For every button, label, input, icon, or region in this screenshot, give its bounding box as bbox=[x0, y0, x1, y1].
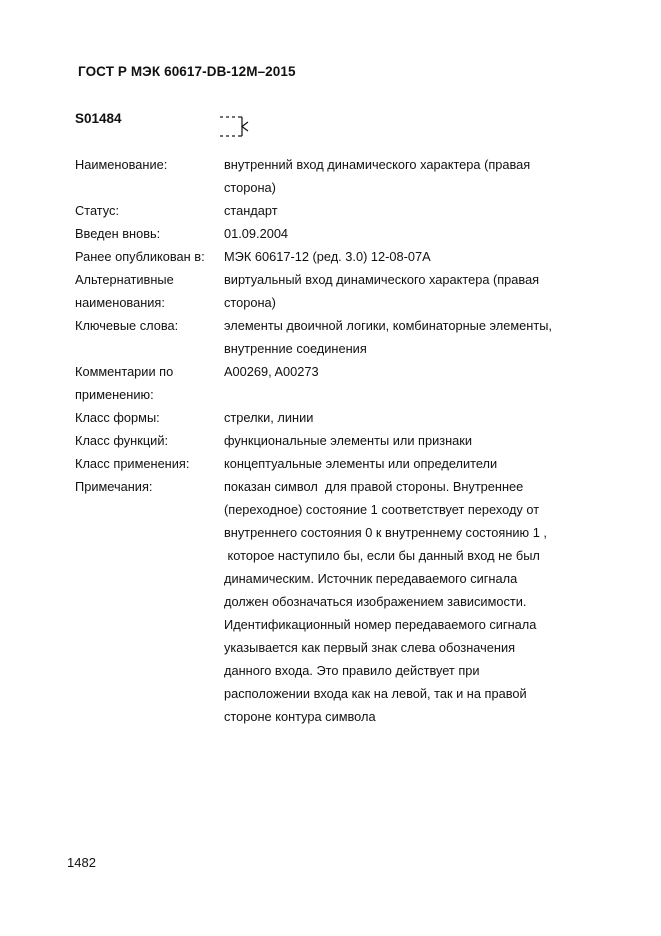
field-value bbox=[224, 245, 595, 268]
document-header: ГОСТ Р МЭК 60617-DB-12M–2015 bbox=[78, 64, 296, 79]
field-value-line: Идентификационный номер передаваемого сигнала bbox=[224, 617, 537, 632]
field-value bbox=[224, 199, 595, 222]
field-value-line: расположении входа как на левой, так и на правой bbox=[224, 686, 527, 701]
field-value-line: виртуальный вход динамического характера (правая bbox=[224, 272, 540, 287]
field-row bbox=[75, 222, 595, 245]
field-value-line: функциональные элементы или признаки bbox=[224, 433, 473, 448]
field-value bbox=[224, 268, 595, 314]
field-label-line: Класс функций: bbox=[75, 433, 169, 448]
field-label bbox=[75, 222, 224, 245]
field-value-line: сторона) bbox=[224, 180, 276, 195]
field-label-line: Ключевые слова: bbox=[75, 318, 179, 333]
field-value-line: стрелки, линии bbox=[224, 410, 314, 425]
field-list bbox=[75, 153, 595, 728]
field-value-line: стандарт bbox=[224, 203, 278, 218]
field-value-line: концептуальные элементы или определители bbox=[224, 456, 498, 471]
field-label bbox=[75, 360, 224, 406]
field-label bbox=[75, 429, 224, 452]
field-value-line: внутренний вход динамического характера (правая bbox=[224, 157, 531, 172]
field-label bbox=[75, 268, 224, 314]
field-label bbox=[75, 406, 224, 429]
field-value-line: указывается как первый знак слева обозначения bbox=[224, 640, 516, 655]
field-value bbox=[224, 452, 595, 475]
field-label bbox=[75, 153, 224, 199]
field-label bbox=[75, 314, 224, 360]
field-value-line: 01.09.2004 bbox=[224, 226, 289, 241]
field-row bbox=[75, 452, 595, 475]
field-row bbox=[75, 268, 595, 314]
field-value bbox=[224, 475, 595, 728]
field-value-line: показан символ для правой стороны. Внутреннее bbox=[224, 479, 524, 494]
field-label-line: Ранее опубликован в: bbox=[75, 249, 205, 264]
field-label bbox=[75, 452, 224, 475]
field-row bbox=[75, 199, 595, 222]
field-value bbox=[224, 360, 595, 406]
field-row bbox=[75, 475, 595, 728]
field-row bbox=[75, 245, 595, 268]
field-value bbox=[224, 429, 595, 452]
field-value-line: стороне контура символа bbox=[224, 709, 376, 724]
field-value-line: МЭК 60617-12 (ред. 3.0) 12-08-07A bbox=[224, 249, 431, 264]
field-value bbox=[224, 222, 595, 245]
field-row bbox=[75, 429, 595, 452]
field-value bbox=[224, 153, 595, 199]
field-label-line: Класс формы: bbox=[75, 410, 160, 425]
field-value-line: должен обозначаться изображением зависимости. bbox=[224, 594, 527, 609]
field-label-line: Введен вновь: bbox=[75, 226, 161, 241]
field-label-line: Комментарии по bbox=[75, 364, 174, 379]
field-label bbox=[75, 475, 224, 728]
field-label bbox=[75, 199, 224, 222]
field-label-line: Примечания: bbox=[75, 479, 153, 494]
field-row bbox=[75, 406, 595, 429]
field-label-line: Класс применения: bbox=[75, 456, 190, 471]
field-label-line: Статус: bbox=[75, 203, 120, 218]
field-row bbox=[75, 314, 595, 360]
field-value-line: данного входа. Это правило действует при bbox=[224, 663, 480, 678]
field-value-line: A00269, A00273 bbox=[224, 364, 319, 379]
field-value-line: внутренние соединения bbox=[224, 341, 367, 356]
field-value-line: элементы двоичной логики, комбинаторные элементы, bbox=[224, 318, 552, 333]
field-row bbox=[75, 360, 595, 406]
page-number: 1482 bbox=[67, 855, 96, 870]
field-value-line: (переходное) состояние 1 соответствует переходу от bbox=[224, 502, 540, 517]
field-label-line: Наименование: bbox=[75, 157, 168, 172]
field-value-line: сторона) bbox=[224, 295, 276, 310]
field-label-line: Альтернативные bbox=[75, 272, 174, 287]
field-label-line: применению: bbox=[75, 387, 154, 402]
field-label bbox=[75, 245, 224, 268]
field-value bbox=[224, 314, 595, 360]
dynamic-input-right-symbol-icon bbox=[218, 111, 250, 144]
field-value-line: динамическим. Источник передаваемого сигнала bbox=[224, 571, 518, 586]
symbol-code: S01484 bbox=[75, 111, 122, 126]
field-value bbox=[224, 406, 595, 429]
field-value-line: которое наступило бы, если бы данный вход не был bbox=[224, 548, 540, 563]
field-row bbox=[75, 153, 595, 199]
field-label-line: наименования: bbox=[75, 295, 165, 310]
field-value-line: внутреннего состояния 0 к внутреннему состоянию 1 , bbox=[224, 525, 547, 540]
